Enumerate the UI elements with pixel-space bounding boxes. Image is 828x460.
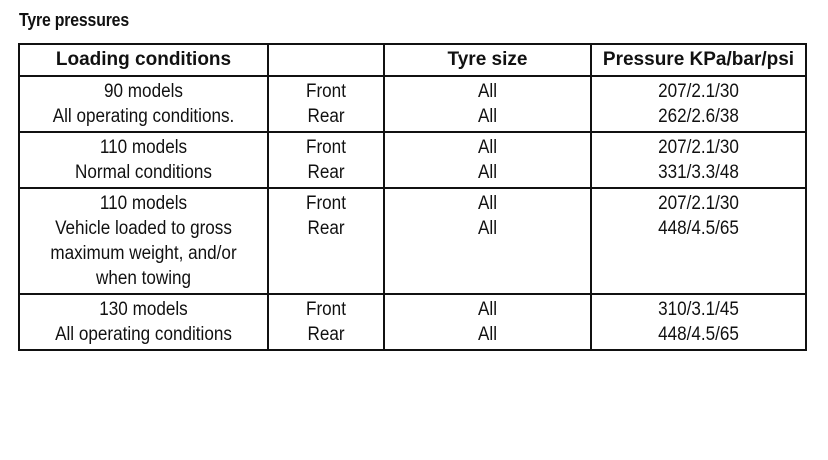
tyre-size-value: All xyxy=(477,299,498,320)
conditions-cell xyxy=(19,132,268,188)
tyre-size-value: All xyxy=(477,137,498,158)
pressure-cell xyxy=(591,132,806,188)
condition-line: All operating conditions. xyxy=(52,106,235,127)
pressure-cell xyxy=(591,294,806,350)
condition-line: Normal conditions xyxy=(75,162,212,183)
position-cell xyxy=(268,132,384,188)
tyre-size-cell xyxy=(384,132,591,188)
position-label: Rear xyxy=(307,324,345,345)
tyre-size-value: All xyxy=(477,106,498,127)
position-cell xyxy=(268,188,384,294)
pressure-cell xyxy=(591,76,806,132)
conditions-cell xyxy=(19,188,268,294)
condition-line: maximum weight, and/or xyxy=(50,243,237,264)
table-row xyxy=(19,188,806,294)
position-label: Rear xyxy=(307,162,345,183)
pressure-value: 262/2.6/38 xyxy=(658,106,739,127)
tyre-pressure-table xyxy=(18,43,807,351)
pressure-cell xyxy=(591,188,806,294)
header-tyre-size: Tyre size xyxy=(384,44,591,76)
header-position xyxy=(268,44,384,76)
condition-line: 110 models xyxy=(99,137,188,158)
header-loading-conditions: Loading conditions xyxy=(19,44,268,76)
tyre-size-value: All xyxy=(477,162,498,183)
position-label: Front xyxy=(306,137,346,158)
position-label: Front xyxy=(306,193,346,214)
pressure-value: 331/3.3/48 xyxy=(658,162,739,183)
pressure-value: 207/2.1/30 xyxy=(658,193,739,214)
tyre-size-cell xyxy=(384,294,591,350)
pressure-value: 448/4.5/65 xyxy=(658,218,739,239)
tyre-size-value: All xyxy=(477,193,498,214)
condition-line: 90 models xyxy=(104,81,183,102)
conditions-cell xyxy=(19,294,268,350)
condition-line: 130 models xyxy=(99,299,188,320)
condition-line: when towing xyxy=(95,268,192,289)
tyre-size-cell xyxy=(384,76,591,132)
pressure-value: 207/2.1/30 xyxy=(658,137,739,158)
table-header-row xyxy=(19,44,806,76)
table-row xyxy=(19,294,806,350)
table-row xyxy=(19,76,806,132)
header-pressure: Pressure KPa/bar/psi xyxy=(591,44,806,76)
condition-line: 110 models xyxy=(99,193,188,214)
tyre-size-value: All xyxy=(477,324,498,345)
condition-line: All operating conditions xyxy=(55,324,232,345)
position-label: Front xyxy=(306,299,346,320)
condition-line: Vehicle loaded to gross xyxy=(55,218,232,239)
page-title: Tyre pressures xyxy=(19,10,129,30)
pressure-value: 310/3.1/45 xyxy=(658,299,739,320)
position-cell xyxy=(268,294,384,350)
pressure-value: 207/2.1/30 xyxy=(658,81,739,102)
position-label: Front xyxy=(306,81,346,102)
conditions-cell xyxy=(19,76,268,132)
pressure-value: 448/4.5/65 xyxy=(658,324,739,345)
table-row xyxy=(19,132,806,188)
position-label: Rear xyxy=(307,106,345,127)
tyre-size-cell xyxy=(384,188,591,294)
tyre-size-value: All xyxy=(477,81,498,102)
position-cell xyxy=(268,76,384,132)
position-label: Rear xyxy=(307,218,345,239)
tyre-size-value: All xyxy=(477,218,498,239)
